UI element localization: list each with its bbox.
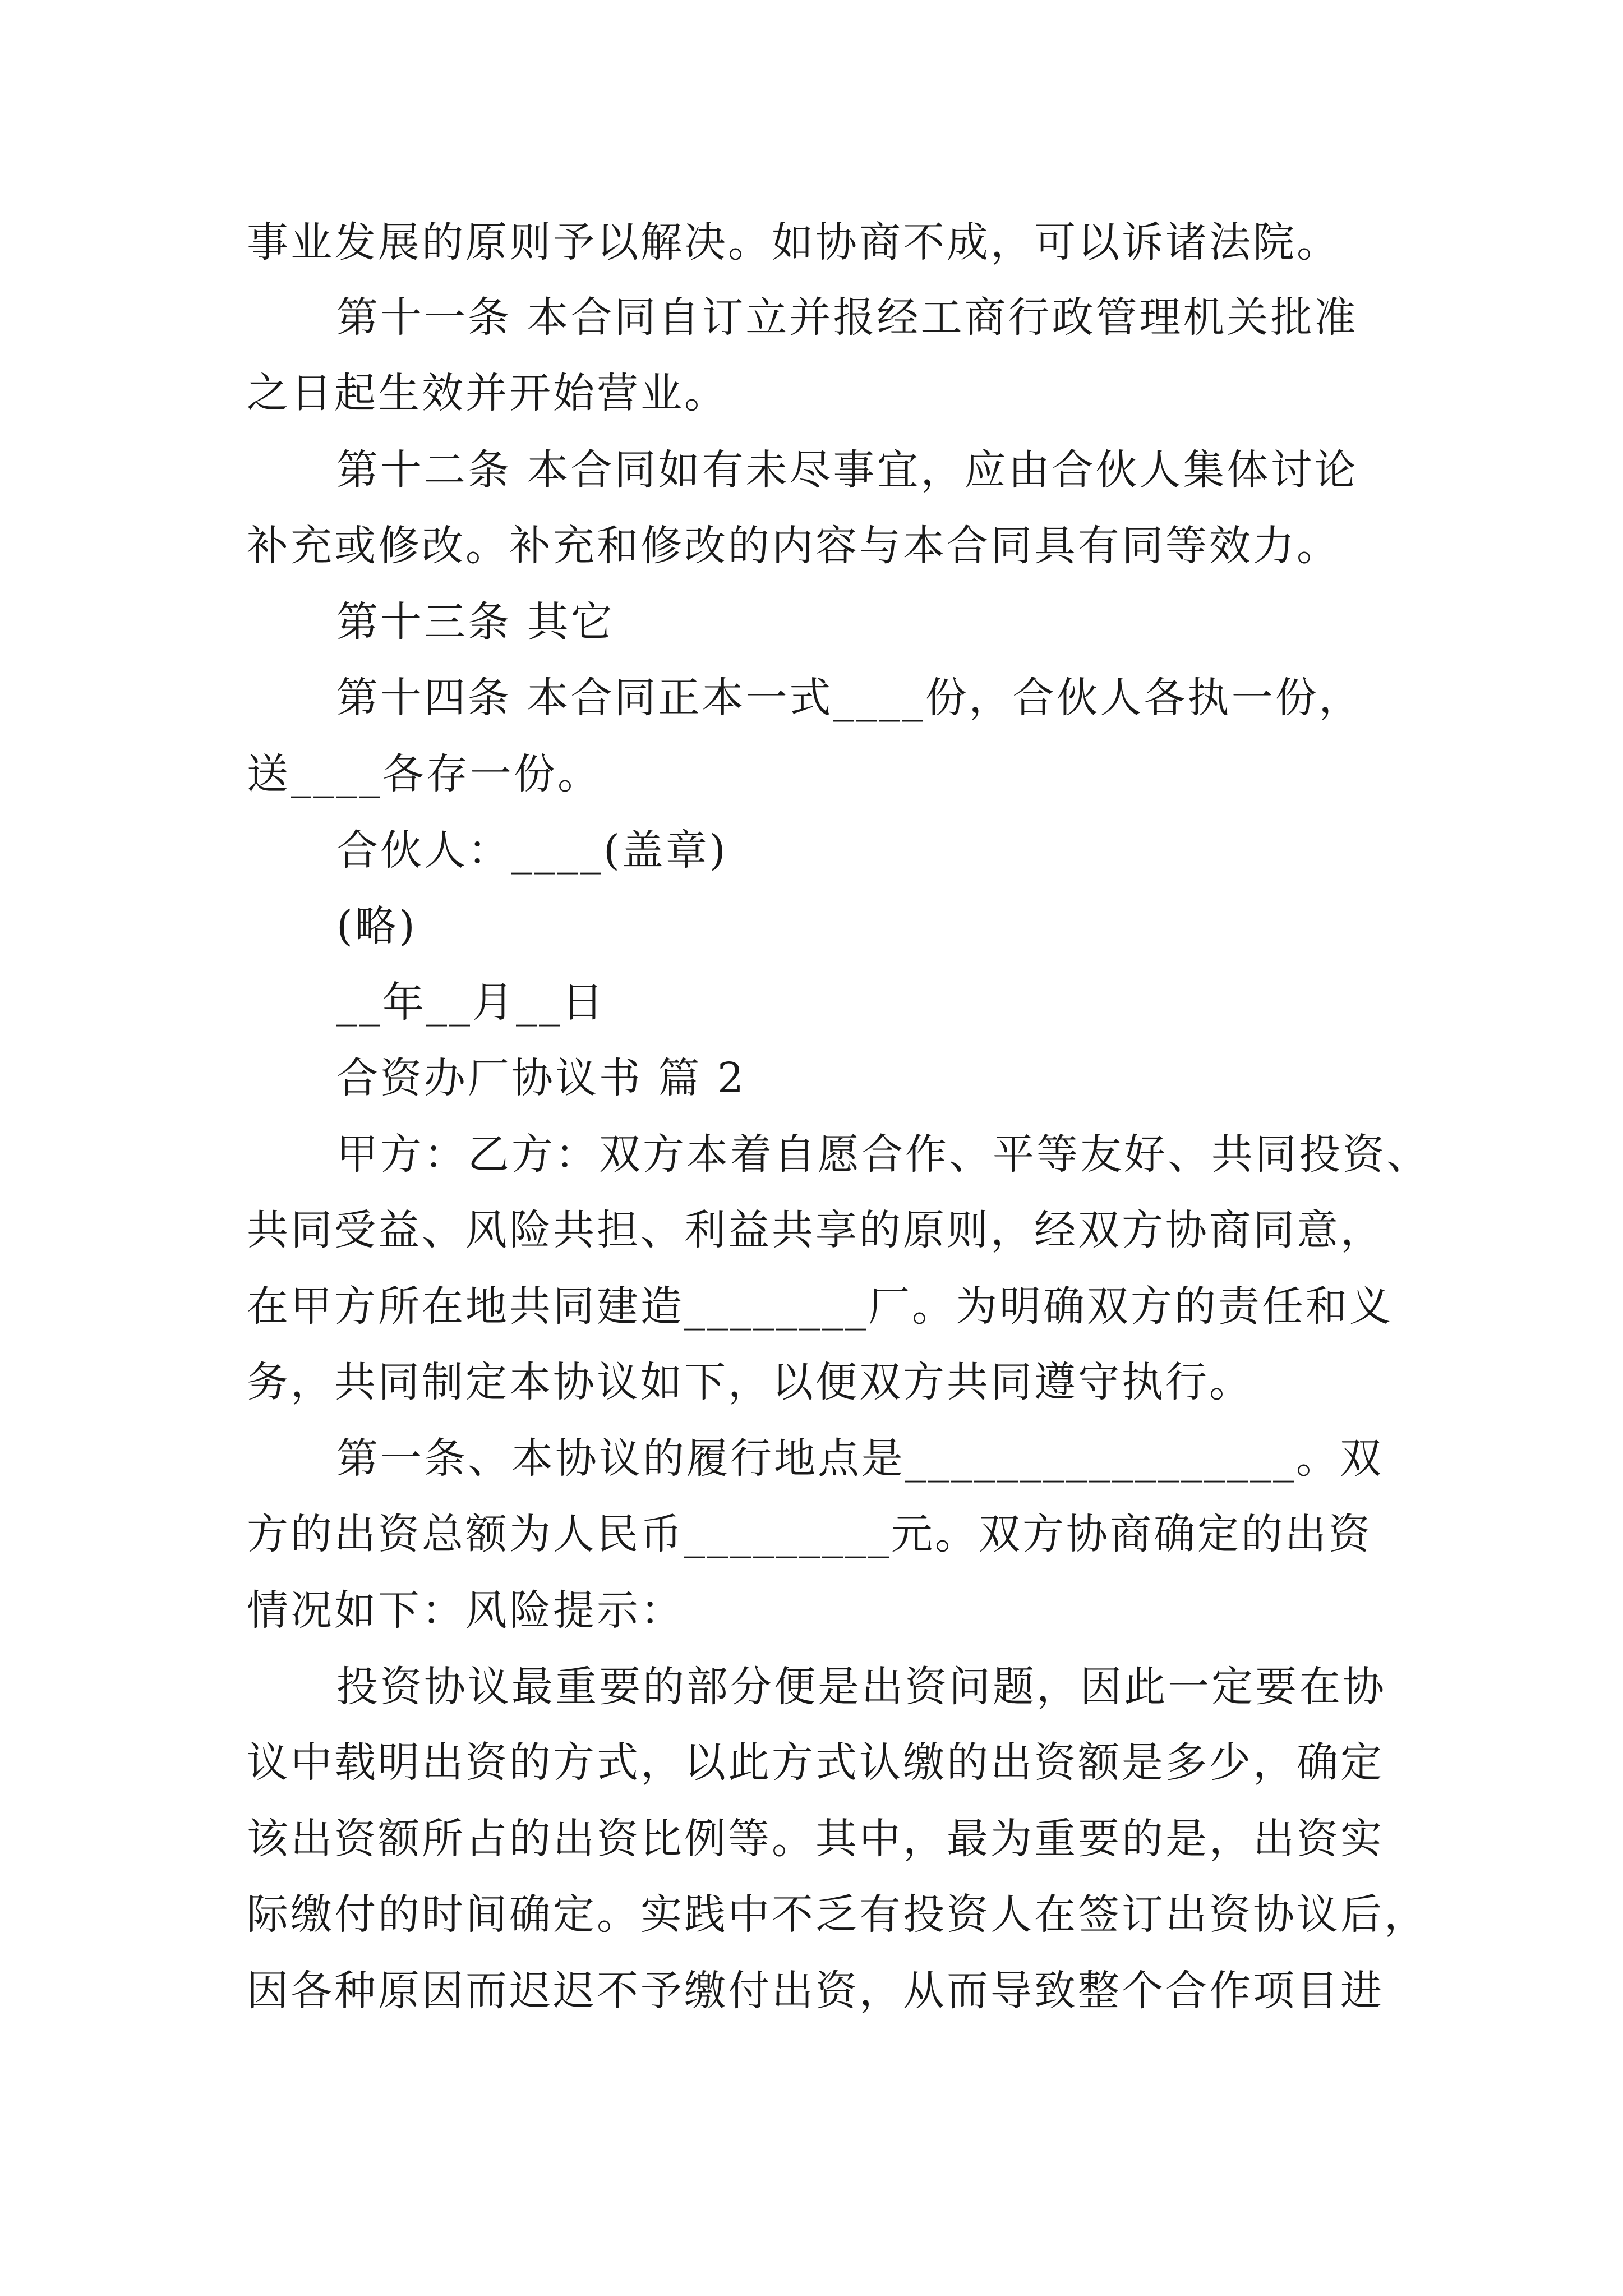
text-line: 之日起生效并开始营业。 bbox=[247, 369, 728, 417]
text-line: 务，共同制定本协议如下，以便双方共同遵守执行。 bbox=[247, 1358, 1253, 1406]
text-line: 甲方：乙方：双方本着自愿合作、平等友好、共同投资、 bbox=[336, 1130, 1430, 1179]
text-line: 在甲方所在地共同建造________厂。为明确双方的责任和义 bbox=[247, 1282, 1393, 1331]
clause-12-line: 第十二条 本合同如有未尽事宜，应由合伙人集体讨论 bbox=[336, 446, 1358, 494]
text-line: 共同受益、风险共担、利益共享的原则，经双方协商同意， bbox=[247, 1206, 1384, 1254]
text-line: 该出资额所占的出资比例等。其中，最为重要的是，出资实 bbox=[247, 1815, 1384, 1863]
omitted-note: (略) bbox=[336, 902, 417, 950]
section-heading: 合资办厂协议书 篇 2 bbox=[336, 1054, 746, 1102]
partner-signature-line: 合伙人：____(盖章) bbox=[336, 826, 728, 875]
text-line: 送____各存一份。 bbox=[247, 750, 601, 798]
text-line: 议中载明出资的方式，以此方式认缴的出资额是多少，确定 bbox=[247, 1738, 1384, 1787]
text-line: 补充或修改。补充和修改的内容与本合同具有同等效力。 bbox=[247, 522, 1340, 570]
risk-note-line: 投资协议最重要的部分便是出资问题，因此一定要在协 bbox=[336, 1663, 1386, 1711]
text-line: 因各种原因而迟迟不予缴付出资，从而导致整个合作项目进 bbox=[247, 1967, 1384, 2015]
text-line: 情况如下：风险提示： bbox=[247, 1586, 684, 1635]
clause-13-line: 第十三条 其它 bbox=[336, 598, 615, 646]
text-line: 方的出资总额为人民币_________元。双方协商确定的出资 bbox=[247, 1510, 1372, 1558]
text-line: 事业发展的原则予以解决。如协商不成，可以诉诸法院。 bbox=[247, 218, 1340, 266]
text-line: 际缴付的时间确定。实践中不乏有投资人在签订出资协议后， bbox=[247, 1890, 1428, 1939]
article-1-line: 第一条、本协议的履行地点是_________________。双 bbox=[336, 1434, 1384, 1483]
date-line: __年__月__日 bbox=[336, 978, 606, 1027]
clause-11-line: 第十一条 本合同自订立并报经工商行政管理机关批准 bbox=[336, 293, 1358, 342]
clause-14-line: 第十四条 本合同正本一式____份，合伙人各执一份， bbox=[336, 674, 1363, 722]
